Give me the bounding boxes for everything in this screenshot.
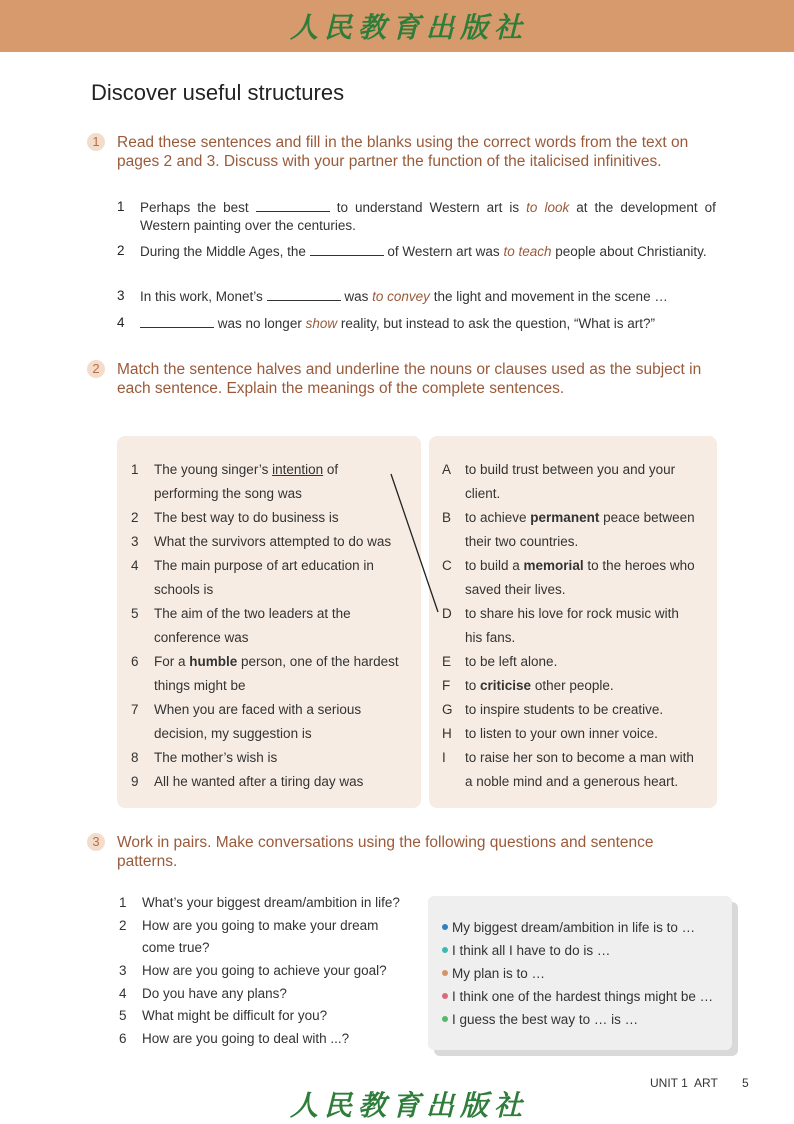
bold-word: permanent [530,510,600,525]
page-number: 5 [742,1076,749,1090]
subject-7 [154,698,361,746]
subject-3: What the survivors attempted to do was [154,534,392,549]
footer-unit: UNIT 1 [650,1076,688,1090]
predicate-D [465,602,679,650]
bullet-icon [442,947,448,953]
item-text: to understand Western art is [336,200,520,215]
subject-text: decision, my suggestion is [154,726,312,741]
task-1-item-4 [140,314,716,333]
task-2-number: 2 [87,360,105,378]
predicate-text: saved their lives. [465,582,566,597]
question-2 [142,915,378,959]
task-1-item-2 [140,242,716,261]
pattern-text: I guess the best way to … is … [452,1012,639,1027]
question-number: 4 [119,986,127,1001]
predicate-letter: H [442,726,452,741]
predicate-letter: F [442,678,451,693]
subject-text: The aim of the two leaders at the [154,606,351,621]
item-text: During the Middle Ages, the [140,244,306,259]
item-text: the light and movement in the scene … [433,289,668,304]
item-text: Perhaps the best [140,200,249,215]
bullet-icon [442,1016,448,1022]
blank[interactable] [267,287,341,301]
predicate-I [465,746,694,794]
subject-5 [154,602,351,650]
task-1-item-number: 2 [117,243,125,258]
predicate-text: their two countries. [465,534,579,549]
subject-text: When you are faced with a serious [154,702,362,717]
subject-number: 5 [131,606,139,621]
task-1-item-1 [140,198,716,235]
task-1-item-number: 4 [117,315,125,330]
publisher-logo-bottom: 人民教育出版社 [290,1089,529,1122]
subject-9: All he wanted after a tiring day was [154,774,364,789]
task-3-instruction: Work in pairs. Make conversations using the following questions and sentence patterns. [117,834,654,870]
question-number: 1 [119,895,127,910]
task-1-item-number: 1 [117,199,125,214]
section-title: Discover useful structures [91,80,345,105]
predicate-letter: A [442,462,452,477]
matching-line [385,470,445,620]
footer-topic: ART [694,1076,718,1090]
subject-text: things might be [154,678,246,693]
question-text: come true? [142,940,210,955]
item-text: at the development of Western painting over the centuries. [140,200,716,233]
predicate-E: to be left alone. [465,654,558,669]
subject-number: 3 [131,534,139,549]
subject-text: of [323,462,339,477]
subject-text: conference was [154,630,249,645]
predicate-C [465,554,695,602]
question-4: Do you have any plans? [142,986,287,1001]
pattern-text: I think all I have to do is … [452,943,611,958]
bold-word: memorial [523,558,584,573]
item-text: reality, but instead to ask the question, “What is art?” [340,316,656,331]
question-number: 3 [119,963,127,978]
italic-infinitive: to look [526,200,570,215]
subject-text: The young singer’s [154,462,273,477]
predicate-text: to build a [465,558,524,573]
italic-infinitive: to teach [503,244,552,259]
task-3-number: 3 [87,833,105,851]
subject-6 [154,650,399,698]
question-1: What’s your biggest dream/ambition in life? [142,895,400,910]
subject-number: 1 [131,462,139,477]
predicate-F [465,674,614,698]
predicate-letter: D [442,606,452,621]
bullet-icon [442,993,448,999]
subject-number: 8 [131,750,139,765]
question-5: What might be difficult for you? [142,1008,328,1023]
predicate-text: his fans. [465,630,516,645]
bold-word: criticise [480,678,532,693]
blank[interactable] [310,242,384,256]
subject-1 [154,458,338,506]
item-text: of Western art was [387,244,500,259]
publisher-logo: 人民教育出版社 [290,11,529,44]
predicate-letter: B [442,510,452,525]
pattern-text: My biggest dream/ambition in life is to … [452,920,696,935]
predicate-G: to inspire students to be creative. [465,702,664,717]
pattern-2 [442,943,610,958]
item-text: was no longer [217,316,302,331]
item-text: people about Christianity. [555,244,707,259]
question-3: How are you going to achieve your goal? [142,963,387,978]
subject-text: person, one of the hardest [237,654,399,669]
question-number: 5 [119,1008,127,1023]
italic-infinitive: to convey [372,289,430,304]
underlined-subject: intention [272,462,324,477]
bold-word: humble [189,654,238,669]
blank[interactable] [256,198,330,212]
pattern-4 [442,989,713,1004]
task-1-item-number: 3 [117,288,125,303]
subject-number: 4 [131,558,139,573]
subject-2: The best way to do business is [154,510,339,525]
subject-4 [154,554,374,602]
predicate-text: other people. [531,678,614,693]
predicate-text: to [465,678,481,693]
subject-text: For a [154,654,190,669]
bullet-icon [442,970,448,976]
question-number: 6 [119,1031,127,1046]
subject-number: 9 [131,774,139,789]
subject-text: performing the song was [154,486,302,501]
predicate-B [465,506,695,554]
pattern-3 [442,966,545,981]
task-1-number: 1 [87,133,105,151]
predicate-letter: C [442,558,452,573]
item-text: was [344,289,369,304]
pattern-1 [442,920,695,935]
blank[interactable] [140,314,214,328]
predicate-text: to share his love for rock music with [465,606,679,621]
subject-number: 2 [131,510,139,525]
predicate-text: client. [465,486,501,501]
predicate-letter: G [442,702,453,717]
subject-number: 6 [131,654,139,669]
question-number: 2 [119,918,127,933]
subject-number: 7 [131,702,139,717]
subject-text: schools is [154,582,214,597]
bullet-icon [442,924,448,930]
subject-8: The mother’s wish is [154,750,278,765]
subject-text: The main purpose of art education in [154,558,374,573]
task-1-instruction: Read these sentences and fill in the blanks using the correct words from the text on pages 2 and 3. Discuss with your partner the function of the italicised infinitives. [117,134,689,170]
question-6: How are you going to deal with ...? [142,1031,350,1046]
pattern-text: I think one of the hardest things might be … [452,989,714,1004]
pattern-5 [442,1012,638,1027]
item-text: In this work, Monet’s [140,289,263,304]
predicate-text: to the heroes who [583,558,695,573]
predicate-text: a noble mind and a generous heart. [465,774,679,789]
predicate-text: to achieve [465,510,531,525]
predicate-A [465,458,675,506]
task-2-instruction: Match the sentence halves and underline the nouns or clauses used as the subject in each sentence. Explain the meanings of the complete sentences. [117,361,702,397]
italic-infinitive: show [305,316,338,331]
predicate-text: to build trust between you and your [465,462,676,477]
predicate-letter: I [442,750,446,765]
predicate-letter: E [442,654,452,669]
question-text: How are you going to make your dream [142,918,379,933]
pattern-text: My plan is to … [452,966,546,981]
predicate-H: to listen to your own inner voice. [465,726,658,741]
predicate-text: peace between [599,510,695,525]
task-1-item-3 [140,287,716,306]
predicate-text: to raise her son to become a man with [465,750,694,765]
